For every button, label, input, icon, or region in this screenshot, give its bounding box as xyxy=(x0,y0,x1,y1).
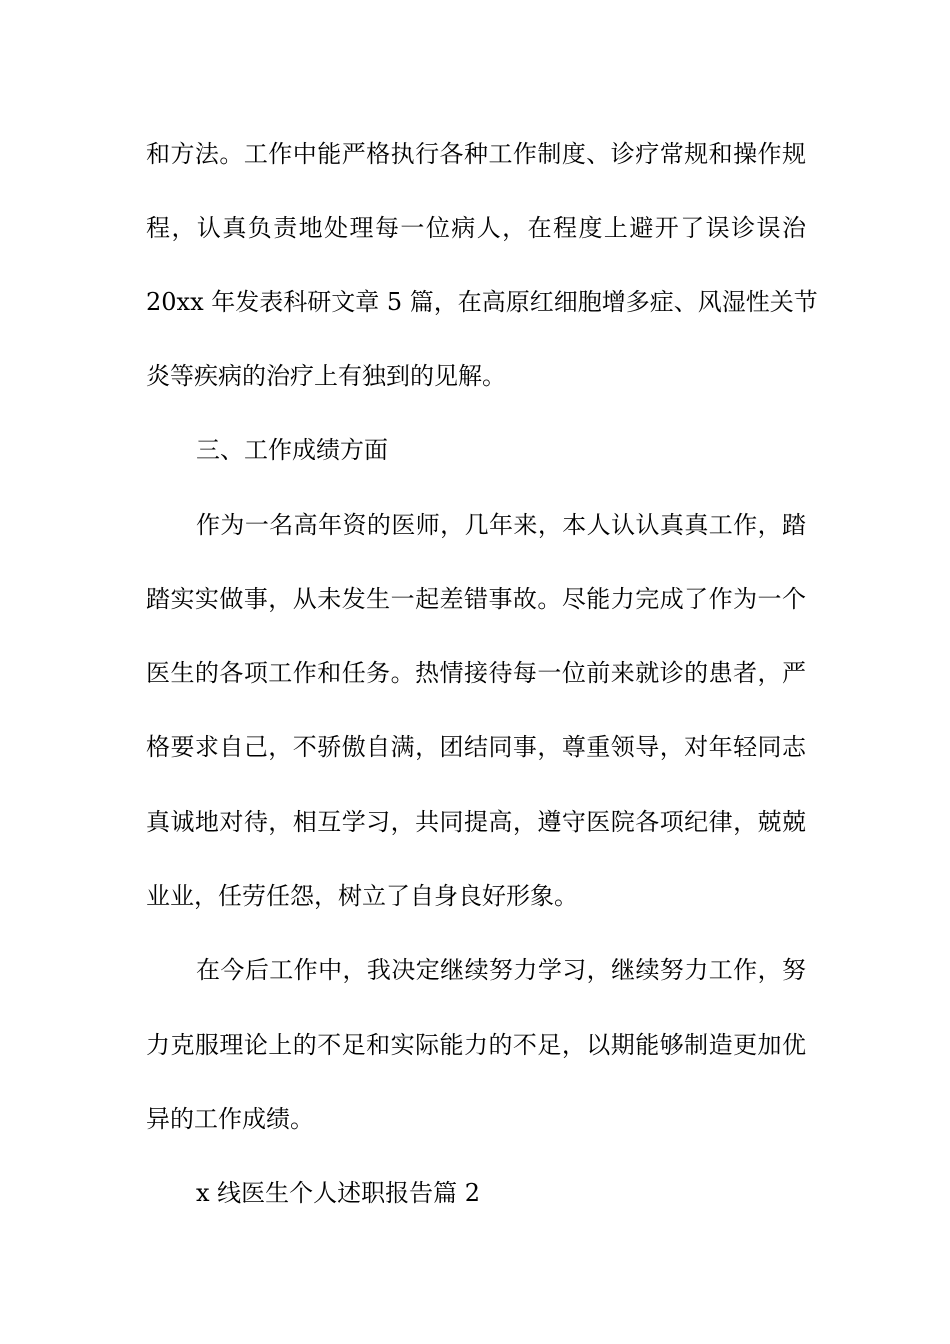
paragraph-line: 踏实实做事，从未发生一起差错事故。尽能力完成了作为一个 xyxy=(146,585,806,613)
section-heading: 三、工作成绩方面 xyxy=(196,436,388,464)
paragraph-line: 医生的各项工作和任务。热情接待每一位前来就诊的患者，严 xyxy=(146,659,806,687)
paragraph-line: 在今后工作中，我决定继续努力学习，继续努力工作，努 xyxy=(196,956,806,984)
report-title: x 线医生个人述职报告篇 2 xyxy=(196,1179,481,1207)
paragraph-line: 力克服理论上的不足和实际能力的不足，以期能够制造更加优 xyxy=(146,1031,806,1059)
paragraph-line: 程，认真负责地处理每一位病人，在程度上避开了误诊误治 xyxy=(146,214,806,242)
paragraph-line: 业业，任劳任怨，树立了自身良好形象。 xyxy=(146,882,578,910)
paragraph-line: 真诚地对待，相互学习，共同提高，遵守医院各项纪律，兢兢 xyxy=(146,808,806,836)
paragraph-line: 格要求自己，不骄傲自满，团结同事，尊重领导，对年轻同志 xyxy=(146,733,806,761)
paragraph-line: 20xx 年发表科研文章 5 篇，在高原红细胞增多症、风湿性关节 xyxy=(146,288,818,316)
paragraph-line: 炎等疾病的治疗上有独到的见解。 xyxy=(146,362,506,390)
paragraph-line: 异的工作成绩。 xyxy=(146,1105,314,1133)
paragraph-line: 和方法。工作中能严格执行各种工作制度、诊疗常规和操作规 xyxy=(146,140,806,168)
paragraph-line: 作为一名高年资的医师，几年来，本人认认真真工作，踏 xyxy=(196,511,806,539)
